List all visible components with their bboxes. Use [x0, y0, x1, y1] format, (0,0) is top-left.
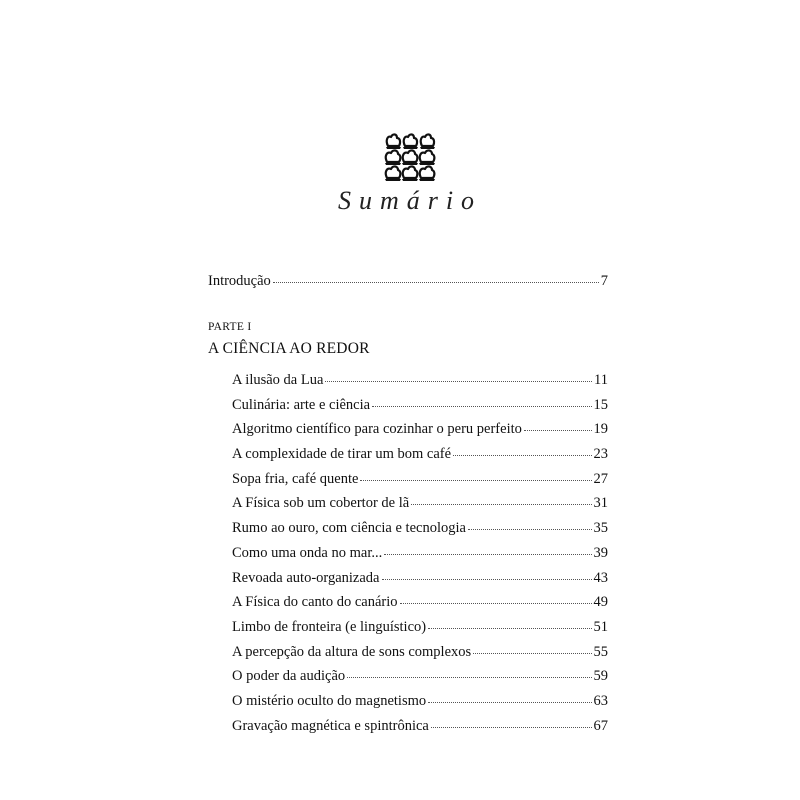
- toc-page-number: 63: [593, 692, 608, 709]
- toc-page-number: 15: [593, 396, 608, 413]
- toc-entry-label: Sopa fria, café quente: [232, 470, 359, 487]
- toc-page-number: 67: [593, 717, 608, 734]
- dot-leader: [273, 282, 599, 283]
- dot-leader: [431, 727, 592, 728]
- toc-entry[interactable]: [232, 569, 608, 594]
- toc-entry[interactable]: [232, 692, 608, 717]
- dot-leader: [360, 480, 591, 481]
- dot-leader: [428, 628, 591, 629]
- toc-page-number: 27: [593, 470, 608, 487]
- dot-leader: [428, 702, 591, 703]
- page-title: Sumário: [337, 186, 483, 215]
- toc-entry-label: Culinária: arte e ciência: [232, 396, 371, 413]
- toc-page-number: 55: [593, 643, 608, 660]
- toc-entry[interactable]: [232, 593, 608, 618]
- toc-page-number: 35: [593, 520, 608, 537]
- dot-leader: [468, 529, 592, 530]
- toc-entry-label: Introdução: [208, 273, 271, 289]
- toc-page-number: 51: [593, 618, 608, 635]
- toc-entry-label: Rumo ao ouro, com ciência e tecnologia: [232, 520, 466, 537]
- decorative-ornament-icon: [382, 130, 438, 182]
- toc-entry[interactable]: [232, 519, 608, 544]
- toc-entry[interactable]: [232, 544, 608, 569]
- toc-entry-label: Revoada auto-organizada: [232, 569, 380, 586]
- dot-leader: [473, 653, 591, 654]
- dot-leader: [382, 579, 592, 580]
- dot-leader: [372, 406, 591, 407]
- toc-entry-label: O poder da audição: [232, 668, 346, 685]
- toc-entry[interactable]: [232, 643, 608, 668]
- toc-entry-introduction[interactable]: [208, 272, 608, 290]
- toc-page-number: 19: [593, 421, 608, 438]
- chapter-list: [232, 371, 608, 741]
- toc-entry-label: Como uma onda no mar...: [232, 544, 383, 561]
- dot-leader: [453, 455, 591, 456]
- toc-entry[interactable]: [232, 717, 608, 742]
- toc-entry-label: Gravação magnética e spintrônica: [232, 717, 429, 734]
- toc-entry-label: O mistério oculto do magnetismo: [232, 692, 427, 709]
- toc-entry-label: A percepção da altura de sons complexos: [232, 643, 472, 660]
- toc-entry[interactable]: [232, 396, 608, 421]
- toc-entry[interactable]: [232, 470, 608, 495]
- toc-entry[interactable]: [232, 371, 608, 396]
- toc-page-number: 11: [594, 372, 608, 388]
- toc-entry[interactable]: [232, 445, 608, 470]
- toc-entry-label: Limbo de fronteira (e linguístico): [232, 618, 427, 635]
- toc-entry[interactable]: [232, 420, 608, 445]
- toc-page-number: 43: [593, 569, 608, 586]
- toc-entry-label: Algoritmo científico para cozinhar o peru perfeito: [232, 421, 522, 438]
- dot-leader: [400, 603, 592, 604]
- dot-leader: [347, 677, 591, 678]
- dot-leader: [384, 554, 591, 555]
- toc-entry[interactable]: [232, 494, 608, 519]
- toc-page-number: 7: [600, 273, 608, 289]
- toc-entry-label: A complexidade de tirar um bom café: [232, 446, 452, 463]
- toc-entry[interactable]: [232, 667, 608, 692]
- toc-page-number: 31: [593, 495, 608, 512]
- toc-entry-label: A Física sob um cobertor de lã: [232, 495, 410, 512]
- dot-leader: [325, 381, 592, 382]
- toc-entry[interactable]: [232, 618, 608, 643]
- toc-entry-label: A ilusão da Lua: [232, 372, 324, 388]
- toc-page-number: 49: [593, 594, 608, 611]
- toc-entry-label: A Física do canto do canário: [232, 594, 398, 611]
- toc-page-number: 39: [593, 544, 608, 561]
- part-label: PARTE I: [208, 321, 252, 333]
- dot-leader: [411, 504, 591, 505]
- dot-leader: [524, 430, 592, 431]
- part-title: A CIÊNCIA AO REDOR: [208, 340, 370, 357]
- toc-page-number: 59: [593, 668, 608, 685]
- toc-page-number: 23: [593, 446, 608, 463]
